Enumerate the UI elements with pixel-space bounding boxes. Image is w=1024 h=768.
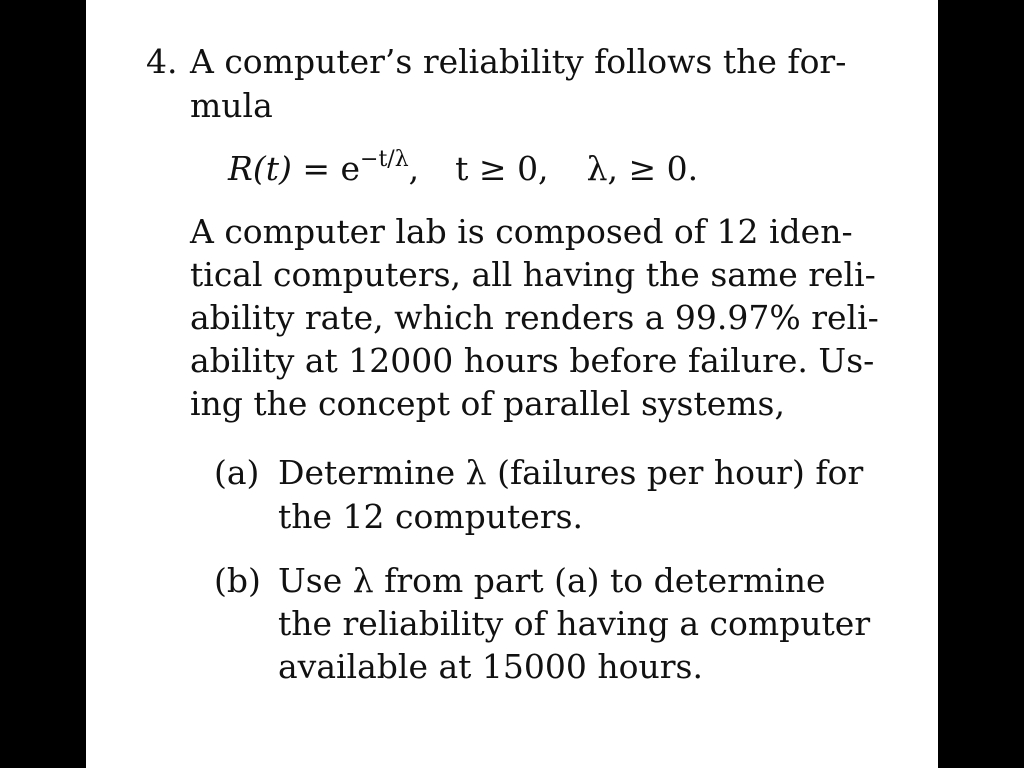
formula-exponent: −t/λ — [360, 147, 409, 172]
part-a-line: the 12 computers. — [278, 497, 584, 536]
body-line: ing the concept of parallel systems, — [190, 384, 785, 423]
intro-line-2: mula — [190, 86, 273, 125]
intro-line-1: A computer’s reliability follows the for- — [190, 42, 847, 81]
formula-condition-lambda: λ, ≥ 0. — [586, 149, 699, 188]
formula-condition-t: t ≥ 0, — [455, 149, 549, 188]
problem-page — [86, 0, 938, 768]
part-b-line: the reliability of having a computer — [278, 604, 871, 643]
part-a-line: Determine λ (failures per hour) for — [278, 453, 864, 492]
formula-equals: = e — [291, 149, 361, 188]
formula-lhs: R(t) — [228, 149, 292, 188]
part-a-label: (a) — [214, 453, 260, 492]
problem-number: 4. — [146, 42, 178, 81]
body-line: ability at 12000 hours before failure. Us- — [190, 341, 875, 380]
part-b-line: available at 15000 hours. — [278, 647, 703, 686]
body-line: A computer lab is composed of 12 iden- — [190, 212, 853, 251]
formula-comma: , — [408, 149, 420, 188]
part-b-line: Use λ from part (a) to determine — [278, 561, 826, 600]
reliability-formula — [228, 149, 698, 189]
body-line: ability rate, which renders a 99.97% reli- — [190, 298, 879, 337]
body-line: tical computers, all having the same reli- — [190, 255, 876, 294]
part-b-label: (b) — [214, 561, 261, 600]
